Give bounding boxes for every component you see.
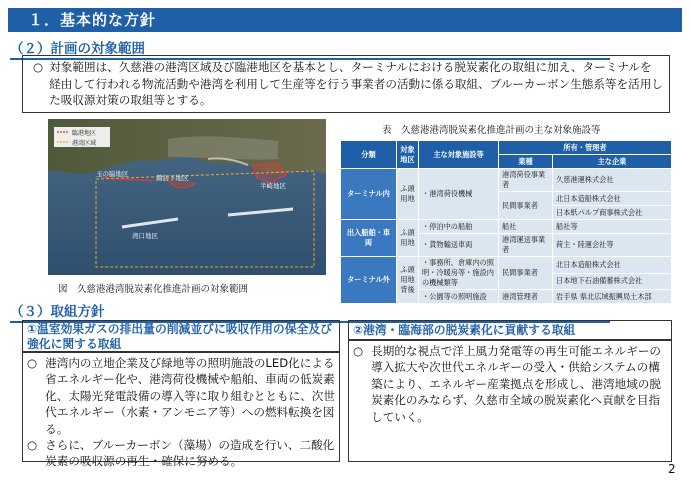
figure-caption: 図 久慈港港湾脱炭素化推進計画の対象範囲 bbox=[58, 284, 249, 295]
cell-category: 出入船舶・車両 bbox=[341, 220, 397, 257]
cell-facility: ・港湾荷役機械 bbox=[419, 169, 499, 220]
list-item-text: 長期的な視点で洋上風力発電等の再生可能エネルギーの導入拡大や次世代エネルギーの受入・供給システムの構築により、エネルギー産業拠点を形成し、港湾地域の脱炭素化のみならず、久慈市全域の脱炭素化へ貢献を目指していく。 bbox=[371, 344, 661, 424]
cell-industry: 民間事業者 bbox=[499, 257, 553, 290]
bullet-mark: ○ bbox=[27, 356, 38, 370]
scope-heading-text: （２）計画の対象範囲 bbox=[10, 41, 145, 57]
policy-left-body bbox=[22, 352, 340, 469]
th-company: 主な企業 bbox=[553, 155, 672, 169]
policy-right-body bbox=[348, 340, 672, 462]
cell-company: 荷主・陸運会社等 bbox=[553, 234, 672, 257]
cell-facility: ・公園等の照明施設 bbox=[419, 290, 499, 304]
cell-facility: ・貨物輸送車両 bbox=[419, 234, 499, 257]
policy-right-title: ②港湾・臨海部の脱炭素化に貢献する取組 bbox=[348, 320, 672, 340]
legend-port-label: 港湾区域 bbox=[72, 140, 97, 147]
town-area bbox=[168, 136, 278, 159]
label-wankou: 湾口地区 bbox=[132, 232, 158, 240]
cell-company: 岩手県 県北広域振興局土木部 bbox=[553, 290, 672, 304]
cell-industry: 民間事業者 bbox=[499, 192, 553, 220]
list-item-text: さらに、ブルーカーボン（藻場）の造成を行い、二酸化炭素の吸収源の再生・確保に努める。 bbox=[45, 438, 335, 469]
scope-box bbox=[22, 55, 670, 113]
cell-company: 久慈港運株式会社 bbox=[553, 169, 672, 192]
cell-industry: 港湾荷役事業者 bbox=[499, 169, 553, 192]
legend-harbor-label: 臨港地区 bbox=[72, 130, 97, 137]
scope-heading bbox=[10, 37, 145, 57]
policy-heading bbox=[10, 300, 105, 320]
bullet-mark: ○ bbox=[27, 438, 38, 453]
table-caption: 表 久慈港港湾脱炭素化推進計画の主な対象施設等 bbox=[382, 125, 601, 136]
th-area: 対象地区 bbox=[397, 141, 419, 169]
th-owner: 所有・管理者 bbox=[499, 141, 672, 155]
cell-category: ターミナル内 bbox=[341, 169, 397, 220]
cell-area: ふ頭用地背後 bbox=[397, 257, 419, 304]
bullet-mark: ○ bbox=[353, 344, 364, 358]
policy-heading-text: （３）取組方針 bbox=[10, 304, 105, 320]
cell-category: ターミナル外 bbox=[341, 257, 397, 304]
facilities-table bbox=[340, 140, 672, 304]
table-row bbox=[341, 220, 672, 234]
policy-left-title: ①温室効果ガスの排出量の削減並びに吸収作用の保全及び強化に関する取組 bbox=[22, 320, 340, 352]
th-facility: 主な対象施設等 bbox=[419, 141, 499, 169]
cell-area: ふ頭用地 bbox=[397, 169, 419, 220]
cell-company: 船社等 bbox=[553, 220, 672, 234]
cell-industry: 港湾運送事業者 bbox=[499, 234, 553, 257]
page-number: 2 bbox=[668, 462, 676, 476]
cell-company: 北日本造船株式会社 bbox=[553, 257, 672, 274]
section-title-bar bbox=[8, 8, 682, 32]
cell-facility: ・事務所、倉庫内の照明・冷暖房等・施設内の機械類等 bbox=[419, 257, 499, 290]
cell-industry: 港湾管理者 bbox=[499, 290, 553, 304]
label-hanzaki: 半崎地区 bbox=[260, 182, 286, 190]
label-tamanowaki: 玉の脇地区 bbox=[96, 170, 129, 178]
th-category: 分類 bbox=[341, 141, 397, 169]
cell-industry: 船社 bbox=[499, 220, 553, 234]
scope-bullet: ○ bbox=[33, 60, 44, 74]
list-item-text: 港湾内の立地企業及び緑地等の照明施設のLED化による省エネルギー化や、港湾荷役機械や船舶、車両の低炭素化、太陽光発電設備の導入等に取り組むとともに、次世代エネルギー（水素・アンモニア等）への燃料転換を図る。 bbox=[45, 356, 335, 436]
label-suwashita: 諏訪下地区 bbox=[156, 174, 189, 182]
list-item bbox=[27, 355, 335, 437]
list-item bbox=[27, 437, 335, 470]
section-title: １．基本的な方針 bbox=[28, 11, 157, 29]
table-row bbox=[341, 169, 672, 192]
cell-area: ふ頭用地 bbox=[397, 220, 419, 257]
scope-text: 対象範囲は、久慈港の港湾区域及び臨港地区を基本とし、ターミナルにおける脱炭素化の取組に加え、ターミナルを経由して行われる物流活動や港湾を利用して生産等を行う事業者の活動に係る取組、ブルーカーボン生態系等を活用した吸収源対策の取組等とする。 bbox=[49, 60, 663, 107]
cell-company: 北日本造船株式会社 bbox=[553, 192, 672, 206]
cell-company: 日本紙パルプ商事株式会社 bbox=[553, 206, 672, 220]
th-industry: 業種 bbox=[499, 155, 553, 169]
cell-facility: ・停泊中の船舶 bbox=[419, 220, 499, 234]
table-row bbox=[341, 257, 672, 274]
aerial-map-photo bbox=[48, 119, 326, 275]
cell-company: 日本地下石油備蓄株式会社 bbox=[553, 273, 672, 290]
list-item bbox=[353, 343, 667, 425]
